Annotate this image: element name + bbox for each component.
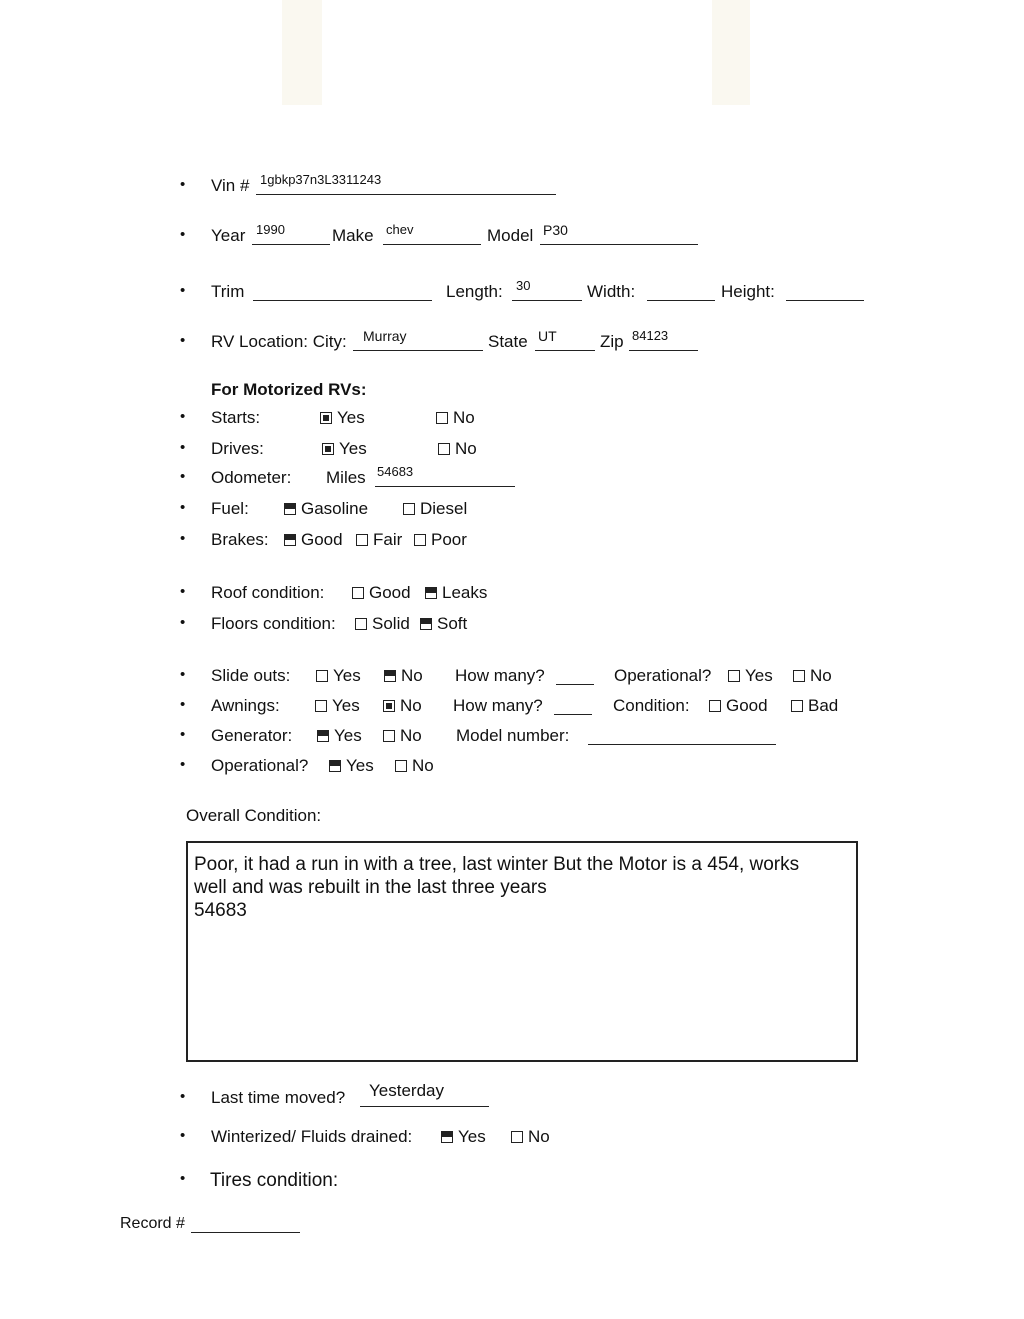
starts-yes-checkbox[interactable] [320,412,332,424]
option-label: Fair [373,530,403,549]
width-label: Width: [587,282,636,301]
state-label: State [488,332,528,351]
bullet: • [180,282,186,299]
option-label: Soft [437,614,468,633]
awnings-yes-option[interactable] [315,696,360,716]
option-label: Yes [337,408,365,427]
bullet: • [180,468,186,485]
option-label: Yes [339,439,367,458]
state-value[interactable]: UT [538,328,557,344]
roof-good-option[interactable] [352,583,411,603]
slide-outs-yes-checkbox[interactable] [316,670,328,682]
slide-outs-operational-yes-checkbox[interactable] [728,670,740,682]
awnings-good-option[interactable] [709,696,768,716]
height-underline[interactable] [786,300,864,301]
zip-label: Zip [600,332,624,351]
overall-condition-label: Overall Condition: [186,806,322,825]
starts-label: Starts: [211,408,261,427]
year-value[interactable]: 1990 [256,222,285,237]
winterized-no-checkbox[interactable] [511,1131,523,1143]
starts-yes-option[interactable] [320,408,365,428]
odometer-label: Odometer: [211,468,292,487]
brakes-poor-option[interactable] [414,530,467,550]
option-label: Yes [333,666,361,685]
awnings-good-checkbox[interactable] [709,700,721,712]
roof-label: Roof condition: [211,583,325,602]
slide-outs-operational-no-option[interactable] [793,666,832,686]
height-label: Height: [721,282,775,301]
generator-yes-checkbox[interactable] [317,730,329,742]
miles-value[interactable]: 54683 [377,464,414,479]
option-label: Solid [372,614,410,633]
bullet: • [180,1088,186,1105]
option-label: No [400,726,422,745]
option-label: Bad [808,696,839,715]
drives-yes-option[interactable] [322,439,367,459]
last-moved-underline [360,1106,489,1107]
generator-model-label: Model number: [456,726,570,745]
model-label: Model [487,226,534,245]
year-underline [252,244,330,245]
last-moved-label: Last time moved? [211,1088,346,1107]
scan-artifact [712,0,750,105]
option-label: Yes [458,1127,486,1146]
tires-label: Tires condition: [210,1170,339,1191]
winterized-yes-option[interactable] [441,1127,486,1147]
bullet: • [180,583,186,600]
option-label: Yes [332,696,360,715]
zip-value[interactable]: 84123 [632,328,669,343]
starts-no-checkbox[interactable] [436,412,448,424]
overall-condition-text: Poor, it had a run in with a tree, last winter But the Motor is a 454, works well and was rebuilt in the last three years 54683 [194,854,800,921]
option-label: No [401,666,423,685]
generator-label: Generator: [211,726,293,745]
option-label: Diesel [420,499,468,518]
state-underline [535,350,595,351]
drives-no-checkbox[interactable] [438,443,450,455]
roof-leaks-option[interactable] [425,583,487,603]
record-underline[interactable] [191,1232,300,1233]
bullet: • [180,1170,186,1187]
winterized-label: Winterized/ Fluids drained: [211,1127,413,1146]
generator-no-checkbox[interactable] [383,730,395,742]
scan-artifact [282,0,322,105]
operational-yes-checkbox[interactable] [329,760,341,772]
slide-outs-label: Slide outs: [211,666,291,685]
option-label: No [528,1127,550,1146]
option-label: Good [726,696,768,715]
slide-outs-how-many-label: How many? [455,666,545,685]
option-label: Gasoline [301,499,369,518]
trim-underline[interactable] [253,300,432,301]
brakes-fair-checkbox[interactable] [356,534,368,546]
bullet: • [180,530,186,547]
option-label: Poor [431,530,467,549]
floors-soft-option[interactable] [420,614,467,634]
bullet: • [180,226,186,243]
vin-value[interactable]: 1gbkp37n3L3311243 [260,172,382,187]
bullet: • [180,756,186,773]
awnings-condition-label: Condition: [613,696,690,715]
operational-no-checkbox[interactable] [395,760,407,772]
floors-solid-option[interactable] [355,614,410,634]
width-underline[interactable] [647,300,715,301]
floors-label: Floors condition: [211,614,336,633]
slide-outs-operational-no-checkbox[interactable] [793,670,805,682]
bullet: • [180,1127,186,1144]
awnings-yes-checkbox[interactable] [315,700,327,712]
trim-label: Trim [211,282,245,301]
bullet: • [180,726,186,743]
bullet: • [180,176,186,193]
floors-soft-checkbox[interactable] [420,618,432,630]
last-moved-value[interactable]: Yesterday [369,1081,444,1100]
option-label: No [400,696,422,715]
option-label: No [810,666,832,685]
awnings-bad-option[interactable] [791,696,838,716]
roof-leaks-checkbox[interactable] [425,587,437,599]
bullet: • [180,499,186,516]
option-label: No [455,439,477,458]
record-label: Record # [120,1215,185,1232]
slide-outs-no-option[interactable] [384,666,423,686]
slide-outs-how-many-underline[interactable] [556,684,594,685]
brakes-good-checkbox[interactable] [284,534,296,546]
option-label: Yes [346,756,374,775]
motorized-heading: For Motorized RVs: [211,380,367,399]
fuel-gasoline-checkbox[interactable] [284,503,296,515]
roof-good-checkbox[interactable] [352,587,364,599]
starts-no-option[interactable] [436,408,475,428]
make-label: Make [332,226,374,245]
drives-no-option[interactable] [438,439,477,459]
year-label: Year [211,226,246,245]
operational-yes-option[interactable] [329,756,374,776]
winterized-no-option[interactable] [511,1127,550,1147]
zip-underline [629,350,698,351]
slide-outs-no-checkbox[interactable] [384,670,396,682]
city-underline [353,350,483,351]
bullet: • [180,614,186,631]
bullet: • [180,696,186,713]
awnings-label: Awnings: [211,696,280,715]
brakes-label: Brakes: [211,530,269,549]
option-label: Leaks [442,583,488,602]
city-value[interactable]: Murray [363,328,407,344]
fuel-diesel-checkbox[interactable] [403,503,415,515]
option-label: Good [369,583,411,602]
slide-outs-operational-yes-option[interactable] [728,666,773,686]
fuel-label: Fuel: [211,499,249,518]
bullet: • [180,666,186,683]
make-value[interactable]: chev [386,222,414,237]
awnings-how-many-label: How many? [453,696,543,715]
generator-no-option[interactable] [383,726,422,746]
brakes-good-option[interactable] [284,530,343,550]
vin-label: Vin # [211,176,250,195]
awnings-no-option[interactable] [383,696,422,716]
make-underline [383,244,481,245]
awnings-bad-checkbox[interactable] [791,700,803,712]
model-value[interactable]: P30 [543,222,568,238]
floors-solid-checkbox[interactable] [355,618,367,630]
drives-yes-checkbox[interactable] [322,443,334,455]
length-value[interactable]: 30 [516,278,531,293]
bullet: • [180,439,186,456]
bullet: • [180,332,186,349]
option-label: No [412,756,434,775]
awnings-how-many-underline[interactable] [554,714,592,715]
miles-label: Miles [326,468,366,487]
fuel-diesel-option[interactable] [403,499,467,519]
miles-underline [375,486,515,487]
bullet: • [180,408,186,425]
winterized-yes-checkbox[interactable] [441,1131,453,1143]
brakes-poor-checkbox[interactable] [414,534,426,546]
option-label: Good [301,530,343,549]
length-underline [512,300,582,301]
vin-underline [256,194,556,195]
option-label: Yes [745,666,773,685]
generator-yes-option[interactable] [317,726,362,746]
operational-no-option[interactable] [395,756,434,776]
option-label: Yes [334,726,362,745]
length-label: Length: [446,282,503,301]
option-label: No [453,408,475,427]
awnings-no-checkbox[interactable] [383,700,395,712]
drives-label: Drives: [211,439,264,458]
fuel-gasoline-option[interactable] [284,499,368,519]
model-underline [540,244,698,245]
operational-label: Operational? [211,756,309,775]
city-label: RV Location: City: [211,332,347,351]
brakes-fair-option[interactable] [356,530,402,550]
overall-condition-box[interactable] [186,841,858,1062]
slide-outs-operational-label: Operational? [614,666,712,685]
slide-outs-yes-option[interactable] [316,666,361,686]
generator-model-underline[interactable] [588,744,776,745]
